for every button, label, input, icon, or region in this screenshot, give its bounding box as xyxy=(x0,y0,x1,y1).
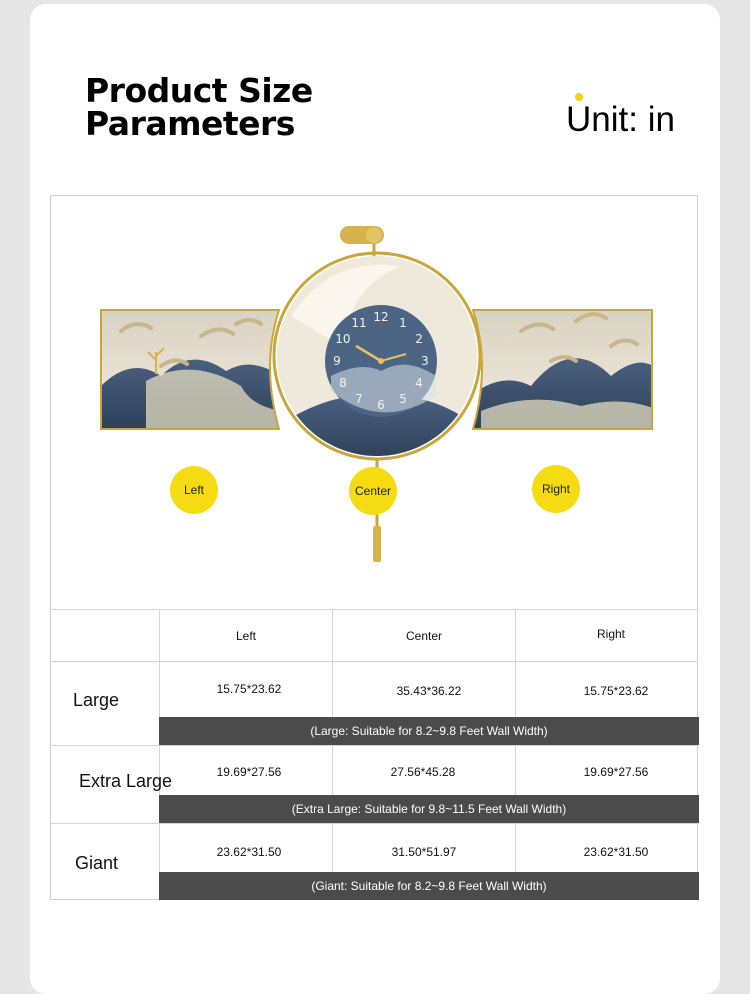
clock-number: 6 xyxy=(377,398,385,412)
size-note-giant: (Giant: Suitable for 8.2~9.8 Feet Wall Width) xyxy=(159,872,699,900)
row-label-large: Large xyxy=(73,690,120,710)
clock-number: 3 xyxy=(421,354,429,368)
table-cell: 27.56*45.28 xyxy=(390,765,456,779)
table-cell: 23.62*31.50 xyxy=(583,845,649,859)
marker-center: Center xyxy=(349,467,397,515)
table-cell: 15.75*23.62 xyxy=(216,682,282,696)
center-clock xyxy=(271,251,483,562)
table-line-header xyxy=(50,661,698,662)
page-title xyxy=(85,71,313,143)
size-note-extra-large: (Extra Large: Suitable for 9.8~11.5 Feet Wall Width) xyxy=(159,795,699,823)
clock-number: 12 xyxy=(373,310,389,324)
clock-number: 1 xyxy=(399,315,407,330)
unit-label: Unit: in xyxy=(566,100,675,139)
table-cell: 35.43*36.22 xyxy=(396,684,462,698)
column-header-left: Left xyxy=(235,629,256,643)
row-label-extra-large: Extra Large xyxy=(79,771,173,791)
clock-number: 7 xyxy=(355,392,363,407)
clock-number: 2 xyxy=(415,332,423,346)
title-line-2: Parameters xyxy=(85,104,295,143)
right-panel xyxy=(471,310,653,430)
marker-left: Left xyxy=(170,466,218,514)
clock-number: 4 xyxy=(415,376,423,390)
left-panel xyxy=(101,310,281,430)
size-note-large: (Large: Suitable for 8.2~9.8 Feet Wall Width) xyxy=(159,717,699,745)
table-cell: 15.75*23.62 xyxy=(583,684,649,698)
table-cell: 23.62*31.50 xyxy=(216,845,282,859)
clock-number: 5 xyxy=(399,392,407,407)
column-header-right: Right xyxy=(596,627,625,641)
title-line-1: Product Size xyxy=(85,71,313,110)
row-label-giant: Giant xyxy=(75,853,119,873)
table-line-row1 xyxy=(50,745,698,746)
marker-right: Right xyxy=(532,465,580,513)
table-cell: 31.50*51.97 xyxy=(391,845,457,859)
column-header-center: Center xyxy=(405,629,443,643)
table-line-row2 xyxy=(50,823,698,824)
clock-number: 9 xyxy=(333,354,341,368)
product-illustration xyxy=(51,196,697,608)
table-cell: 19.69*27.56 xyxy=(216,765,282,779)
clock-number: 11 xyxy=(351,315,367,330)
clock-number: 8 xyxy=(339,376,347,390)
table-line-top xyxy=(50,609,698,610)
table-cell: 19.69*27.56 xyxy=(583,765,649,779)
clock-number: 10 xyxy=(335,332,351,346)
